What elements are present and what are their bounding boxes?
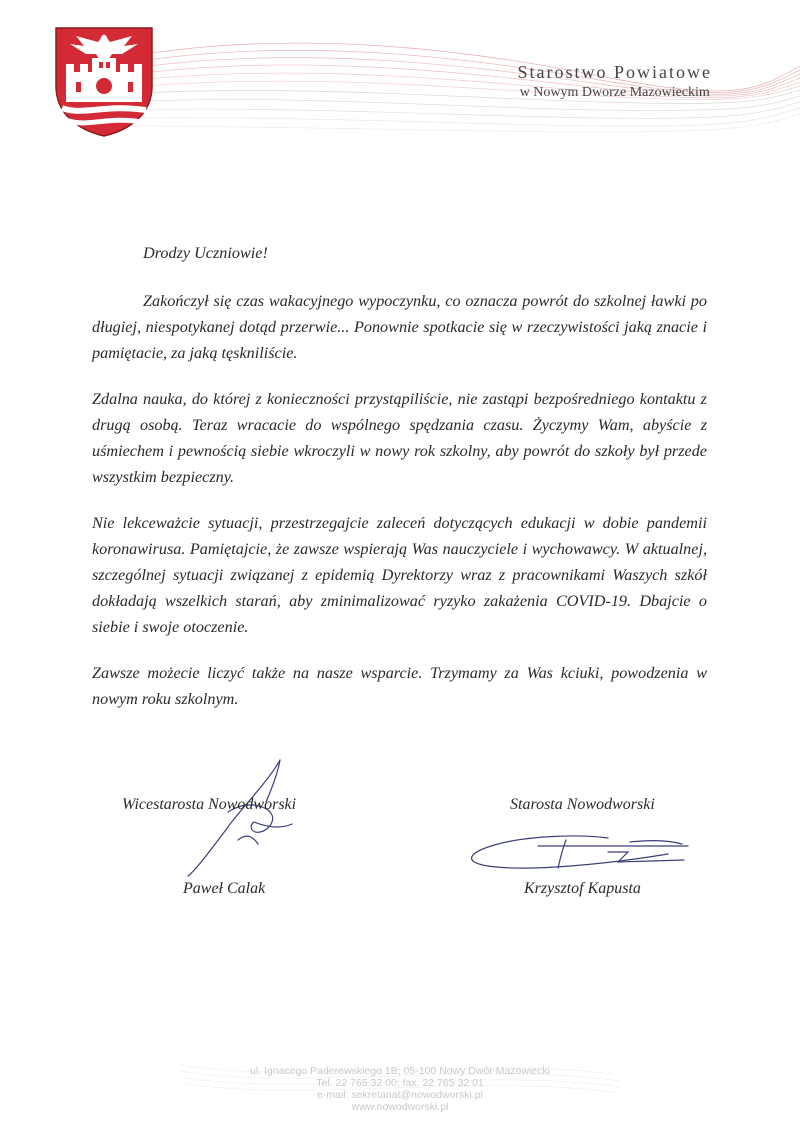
letter-body [92,240,707,732]
letter-paragraph-1: Zakończył się czas wakacyjnego wypoczynku, co oznacza powrót do szkolnej ławki po długiej, niespotykanej dotąd przerwie... Ponownie spotkacie się w rzeczywistości jaką znacie i pamiętacie, za jaką tęskniliście. [92,292,707,362]
signatory-right-name: Krzysztof Kapusta [524,880,641,897]
letter-paragraph-3: Nie lekceważcie sytuacji, przestrzegajcie zaleceń dotyczących edukacji w dobie pandemii koronawirusa. Pamiętajcie, że zawsze wspierają Was nauczyciele i wychowawcy. W aktualnej, szczególnej sytuacji związanej z epidemią Dyrektorzy wraz z pracownikami Waszych szkół dokładają wszelkich starań, aby zminimalizować ryzyko zakażenia COVID-19. Dbajcie o siebie i swoje otoczenie. [92,514,707,636]
organization-location: w Nowym Dworze Mazowieckim [519,85,710,100]
signature-right-handwritten [458,832,698,876]
letter-paragraph-4: Zawsze możecie liczyć także na nasze wsparcie. Trzymamy za Was kciuki, powodzenia w nowym roku szkolnym. [92,664,707,708]
coat-of-arms-icon [52,24,156,138]
footer-website: www.nowodworski.pl [351,1101,449,1113]
letter-paragraph-2: Zdalna nauka, do której z konieczności przystąpiliście, nie zastąpi bezpośredniego kontaktu z drugą osobą. Teraz wracacie do wspólnego spędzania czasu. Życzymy Wam, abyście z uśmiechem i pewnością siebie wkroczyli w nowy rok szkolny, aby powrót do szkoły był przede wszystkim bezpieczny. [92,390,707,486]
signatory-right-title: Starosta Nowodworski [510,796,655,813]
signature-left-handwritten [168,752,308,882]
footer-contact [0,1065,800,1113]
footer-address: ul. Ignacego Paderewskiego 1B; 05-100 Nowy Dwór Mazowiecki [250,1065,550,1077]
signatory-left-name: Paweł Calak [183,880,266,897]
footer-phone: Tel. 22 765 32 00; fax. 22 765 32 01 [316,1077,484,1089]
organization-name: Starostwo Powiatowe [517,62,712,82]
footer-email: e-mail: sekretariat@nowodworski.pl [317,1089,483,1101]
letter-greeting: Drodzy Uczniowie! [143,244,268,262]
organization-header [518,62,713,101]
signatory-left-title: Wicestarosta Nowodworski [122,796,297,813]
